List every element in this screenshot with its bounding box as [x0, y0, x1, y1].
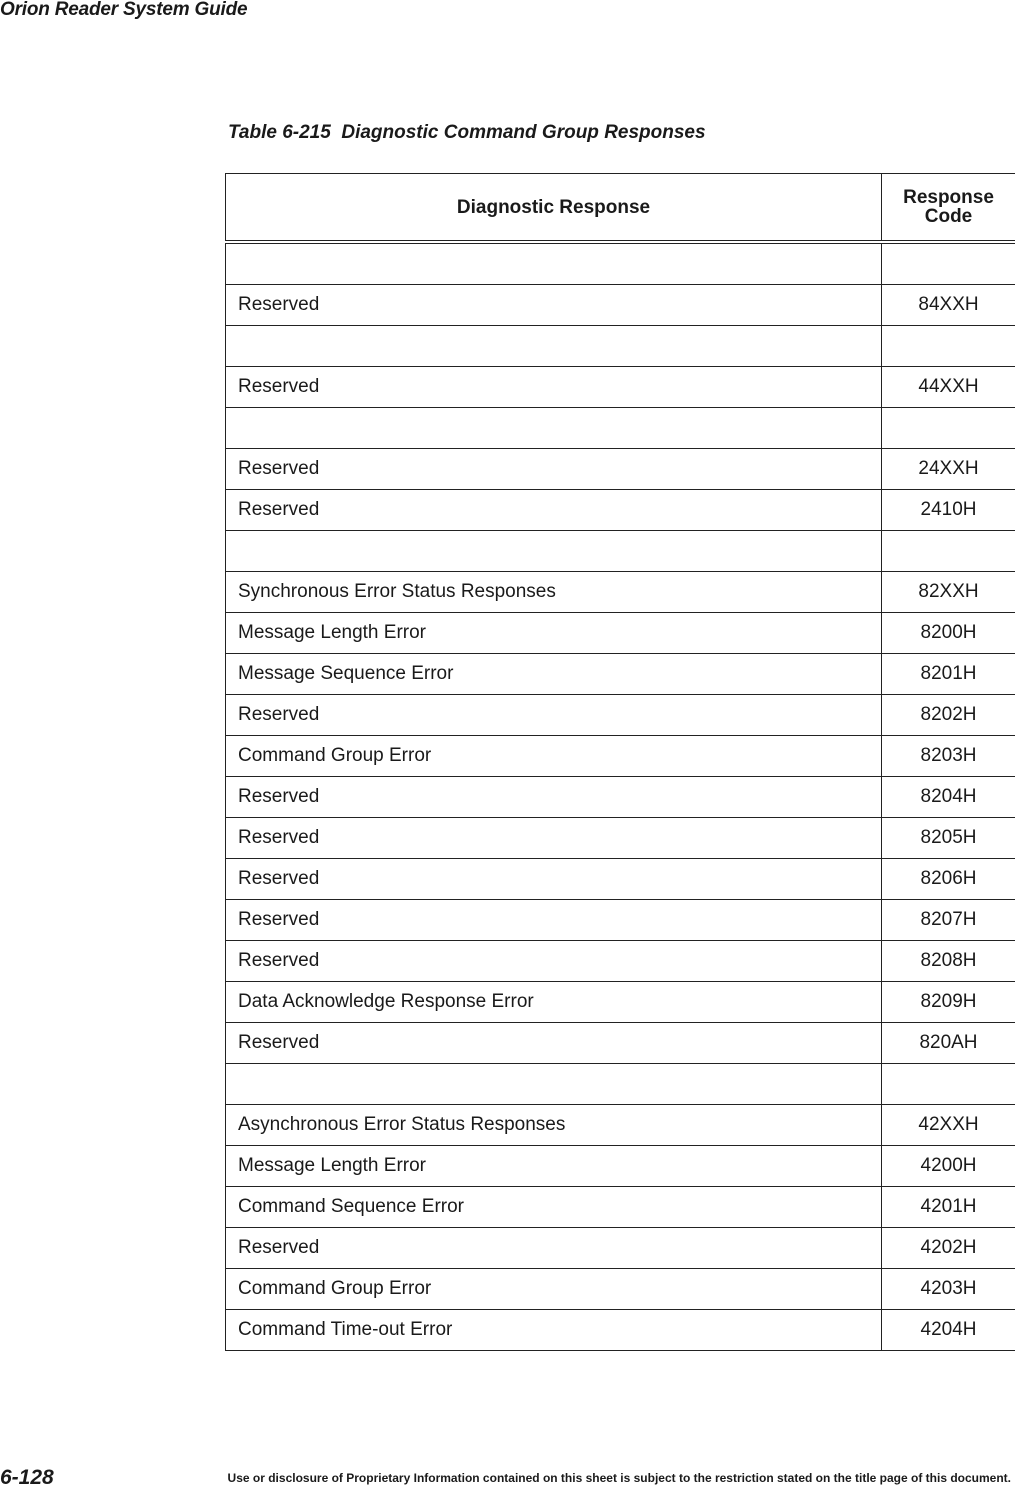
column-header-response-code: [882, 174, 1015, 243]
table-row: [226, 900, 1015, 941]
column-header-code-line1: Response: [903, 187, 994, 208]
table-row: [226, 695, 1015, 736]
response-code-cell: 8206H: [882, 859, 1015, 900]
response-code-cell: [882, 408, 1015, 449]
table-row: [226, 613, 1015, 654]
diagnostic-response-cell: Reserved: [226, 818, 882, 859]
response-code-cell: 82XXH: [882, 572, 1015, 613]
diagnostic-response-cell: Reserved: [226, 695, 882, 736]
response-code-cell: 4200H: [882, 1146, 1015, 1187]
response-code-cell: 84XXH: [882, 285, 1015, 326]
column-header-diagnostic-response: Diagnostic Response: [226, 174, 882, 243]
table-row: [226, 408, 1015, 449]
table-row: [226, 326, 1015, 367]
diagnostic-response-cell: Command Sequence Error: [226, 1187, 882, 1228]
response-code-cell: 24XXH: [882, 449, 1015, 490]
diagnostic-response-cell: Message Length Error: [226, 613, 882, 654]
table-row: [226, 531, 1015, 572]
table-row: [226, 859, 1015, 900]
table-row: [226, 941, 1015, 982]
diagnostic-response-cell: Synchronous Error Status Responses: [226, 572, 882, 613]
diagnostic-response-cell: Reserved: [226, 1023, 882, 1064]
diagnostic-response-cell: Reserved: [226, 859, 882, 900]
diagnostic-response-cell: Reserved: [226, 367, 882, 408]
diagnostic-response-cell: Message Length Error: [226, 1146, 882, 1187]
diagnostic-responses-table: [225, 173, 1015, 1351]
table-row: [226, 490, 1015, 531]
response-code-cell: 2410H: [882, 490, 1015, 531]
table-row: [226, 1310, 1015, 1351]
response-code-cell: 4204H: [882, 1310, 1015, 1351]
diagnostic-response-cell: Message Sequence Error: [226, 654, 882, 695]
table-row: [226, 982, 1015, 1023]
response-code-cell: [882, 531, 1015, 572]
table-row: [226, 285, 1015, 326]
page-number: 6-128: [0, 1466, 54, 1489]
response-code-cell: 42XXH: [882, 1105, 1015, 1146]
diagnostic-response-cell: Reserved: [226, 285, 882, 326]
table-row: [226, 736, 1015, 777]
diagnostic-response-cell: Asynchronous Error Status Responses: [226, 1105, 882, 1146]
table-body: [226, 242, 1015, 1351]
table-row: [226, 1269, 1015, 1310]
response-code-cell: [882, 326, 1015, 367]
diagnostic-response-cell: [226, 531, 882, 572]
response-code-cell: 8205H: [882, 818, 1015, 859]
diagnostic-response-cell: Reserved: [226, 777, 882, 818]
running-header-title: Orion Reader System Guide: [0, 0, 248, 20]
diagnostic-response-cell: Command Time-out Error: [226, 1310, 882, 1351]
table-row: [226, 777, 1015, 818]
table-row: [226, 1023, 1015, 1064]
response-code-cell: 44XXH: [882, 367, 1015, 408]
table-caption: Table 6-215 Diagnostic Command Group Responses: [228, 122, 706, 143]
proprietary-notice: Use or disclosure of Proprietary Information contained on this sheet is subject to the restriction stated on the title page of this document.: [227, 1471, 1011, 1485]
response-code-cell: [882, 1064, 1015, 1105]
diagnostic-response-cell: Reserved: [226, 1228, 882, 1269]
diagnostic-response-cell: Reserved: [226, 490, 882, 531]
table-row: [226, 654, 1015, 695]
response-code-cell: 8208H: [882, 941, 1015, 982]
response-code-cell: 4202H: [882, 1228, 1015, 1269]
table-row: [226, 1187, 1015, 1228]
diagnostic-response-cell: Reserved: [226, 941, 882, 982]
response-code-cell: 820AH: [882, 1023, 1015, 1064]
table-row: [226, 1228, 1015, 1269]
response-code-cell: 8201H: [882, 654, 1015, 695]
diagnostic-response-cell: [226, 1064, 882, 1105]
response-code-cell: 8202H: [882, 695, 1015, 736]
response-code-cell: 4201H: [882, 1187, 1015, 1228]
diagnostic-response-cell: Reserved: [226, 449, 882, 490]
response-code-cell: 8204H: [882, 777, 1015, 818]
table-row: [226, 818, 1015, 859]
table-header-row: [226, 174, 1015, 243]
response-code-cell: 8207H: [882, 900, 1015, 941]
diagnostic-response-cell: [226, 408, 882, 449]
diagnostic-response-cell: Reserved: [226, 900, 882, 941]
table-row: [226, 449, 1015, 490]
response-code-cell: 8200H: [882, 613, 1015, 654]
response-code-cell: [882, 242, 1015, 285]
column-header-code-line2: Code: [924, 206, 973, 227]
table-row: [226, 572, 1015, 613]
response-code-cell: 8203H: [882, 736, 1015, 777]
diagnostic-response-cell: Data Acknowledge Response Error: [226, 982, 882, 1023]
table-row: [226, 1146, 1015, 1187]
response-code-cell: 4203H: [882, 1269, 1015, 1310]
table-row: [226, 1105, 1015, 1146]
table-row: [226, 1064, 1015, 1105]
table-row: [226, 242, 1015, 285]
response-code-cell: 8209H: [882, 982, 1015, 1023]
diagnostic-response-cell: [226, 242, 882, 285]
diagnostic-response-cell: Command Group Error: [226, 1269, 882, 1310]
diagnostic-response-cell: [226, 326, 882, 367]
table-row: [226, 367, 1015, 408]
diagnostic-response-cell: Command Group Error: [226, 736, 882, 777]
